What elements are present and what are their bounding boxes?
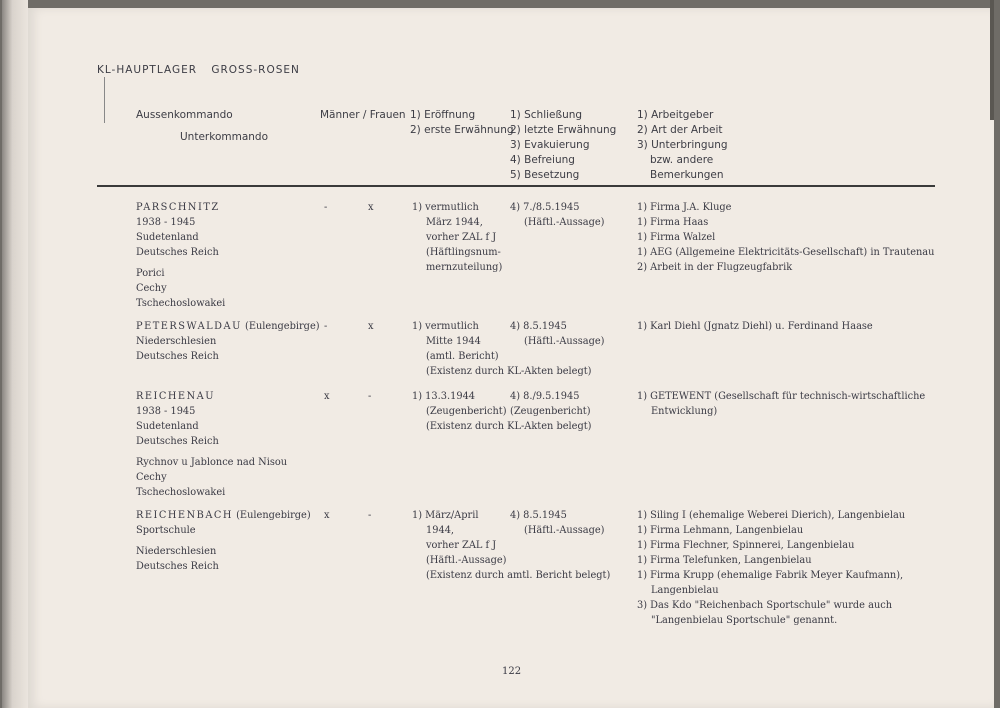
entry-women: - <box>368 391 372 402</box>
entry-closing: 4) 7./8.5.1945 (Häftl.-Aussage) <box>510 202 605 228</box>
header-rule <box>97 185 935 187</box>
entry-closing: 4) 8.5.1945 (Häftl.-Aussage) <box>510 321 605 347</box>
entry-place: PETERSWALDAU (Eulengebirge) Niederschlesien Deutsches Reich <box>136 321 320 362</box>
entry-women: x <box>368 202 374 213</box>
page-stack-edge <box>2 0 28 708</box>
entry-women: - <box>368 510 372 521</box>
entry-men: - <box>324 202 328 213</box>
page-number: 122 <box>502 666 522 677</box>
entry-men: - <box>324 321 328 332</box>
title-sub: GROSS-ROSEN <box>211 64 300 76</box>
entry-women: x <box>368 321 374 332</box>
entry-opening: 1) vermutlich März 1944, vorher ZAL f J (Häftlingsnum- mernzuteilung) <box>412 202 503 273</box>
entry-opening: 1) März/April 1944, vorher ZAL f J (Häftl.-Aussage) (Existenz durch amtl. Bericht belegt) <box>412 510 611 581</box>
header-maenner-frauen: Männer / Frauen <box>320 109 406 121</box>
entry-closing: 4) 8./9.5.1945 (Zeugenbericht) <box>510 391 591 417</box>
entry-opening: 1) 13.3.1944 (Zeugenbericht) (Existenz durch KL-Akten belegt) <box>412 391 592 432</box>
entry-place: REICHENBACH (Eulengebirge) Sportschule Niederschlesien Deutsches Reich <box>136 510 311 572</box>
header-opening: 1) Eröffnung 2) erste Erwähnung <box>410 109 514 136</box>
entry-opening: 1) vermutlich Mitte 1944 (amtl. Bericht) (Existenz durch KL-Akten belegt) <box>412 321 592 377</box>
entry-place: REICHENAU 1938 - 1945 Sudetenland Deutsches Reich Rychnov u Jablonce nad Nisou Cechy Tschechoslowakei <box>136 391 288 498</box>
header-aussenkommando: Aussenkommando <box>136 109 233 121</box>
margin-line <box>104 77 105 123</box>
header-remarks: 1) Arbeitgeber 2) Art der Arbeit 3) Unterbringung bzw. andere Bemerkungen <box>637 109 728 181</box>
entry-remarks: 1) Siling I (ehemalige Weberei Dierich), Langenbielau 1) Firma Lehmann, Langenbielau 1) Firma Flechner, Spinnerei, Langenbielau 1) Firma Telefunken, Langenbielau 1) Firma Krupp (ehemalige Fabrik Meyer Kaufmann), Langenbielau 3) Das Kdo "Reichenbach Sportschule" wurde auch "Langenbielau Sportschule" genannt. <box>637 510 906 626</box>
entry-remarks: 1) Karl Diehl (Jgnatz Diehl) u. Ferdinand Haase <box>637 321 873 332</box>
entry-remarks: 1) GETEWENT (Gesellschaft für technisch-wirtschaftliche Entwicklung) <box>637 391 926 417</box>
header-unterkommando: Unterkommando <box>180 131 268 143</box>
entry-remarks: 1) Firma J.A. Kluge 1) Firma Haas 1) Firma Walzel 1) AEG (Allgemeine Elektricitäts-Gesellschaft) in Trautenau 2) Arbeit in der Flugzeugfabrik <box>637 202 935 273</box>
page-title <box>97 64 300 76</box>
entry-men: x <box>324 391 330 402</box>
binding-edge <box>990 0 994 120</box>
entry-place: PARSCHNITZ 1938 - 1945 Sudetenland Deutsches Reich Porici Cechy Tschechoslowakei <box>136 202 226 309</box>
header-closing: 1) Schließung 2) letzte Erwähnung 3) Evakuierung 4) Befreiung 5) Besetzung <box>510 109 617 181</box>
entry-men: x <box>324 510 330 521</box>
title-main: KL-HAUPTLAGER <box>97 64 198 76</box>
entry-closing: 4) 8.5.1945 (Häftl.-Aussage) <box>510 510 605 536</box>
